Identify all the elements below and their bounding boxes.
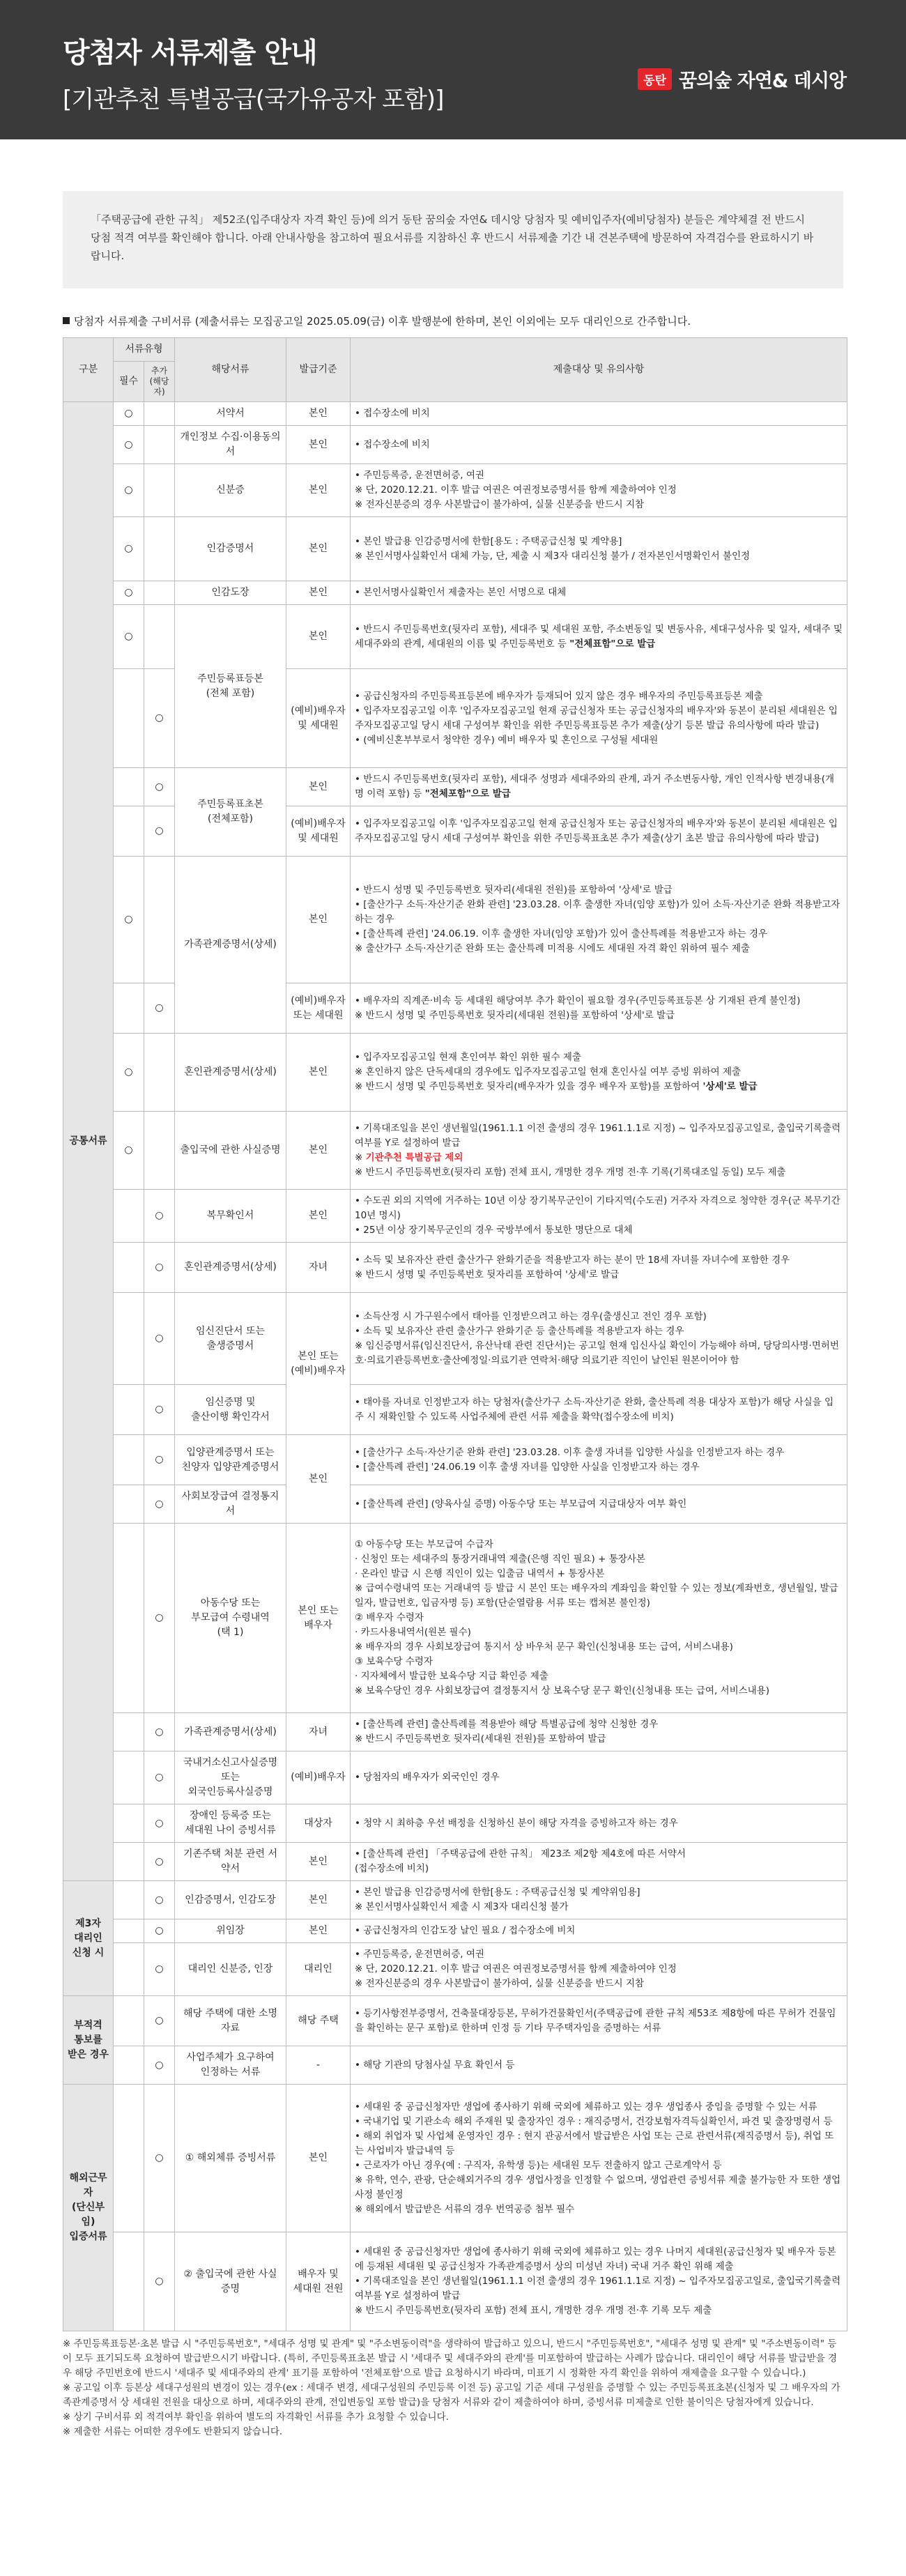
table-row [63,1881,847,1919]
issuer: 본인 [286,605,351,669]
table-row [63,426,847,464]
desc-text-2: ※ 반드시 주민등록번호(뒷자리 포함) 전체 표시, 개명한 경우 개명 전·후 기록(기록대조일 동일) 모두 제출 [355,1166,786,1178]
issuer: (예비)배우자 [286,1751,351,1804]
issuer: 본인 [286,426,351,464]
brand-name: 꿈의숲 자연& 데시앙 [678,70,846,92]
issuer: 본인 [286,1843,351,1881]
required-mark: ○ [114,402,144,426]
header-document: 해당서류 [175,338,286,402]
additional-mark: ○ [144,1190,175,1243]
issuer: 해당 주택 [286,1996,351,2046]
additional-mark: ○ [144,1919,175,1943]
table-row [63,517,847,581]
table-row [63,1943,847,1996]
additional-mark: ○ [144,1713,175,1751]
page-title: 당첨자 서류제출 안내 [63,37,317,69]
doc-desc: • 공급신청자의 주민등록표등본에 배우자가 등재되어 있지 않은 경우 배우자의 주민등록표등본 제출 • 입주자모집공고일 이후 '입주자모집공고일 현재 공급신청자 또는 공급신청자의 배우자'와 동본이 분리된 세대원은 입주자모집공고일 당시 세대 구성여부 확인을 위한 주민등록표등본 추가 제출(상기 등본 발급 유의사항에 따라 발급) • (예비신혼부부로서 청약한 경우) 예비 배우자 및 혼인으로 구성될 세대원 [351,669,847,768]
issuer: 본인 [286,581,351,605]
doc-name: ② 출입국에 관한 사실증명 [175,2232,286,2331]
additional-mark: ○ [144,1843,175,1881]
issuer: 본인 [286,2085,351,2232]
header-additional: 추가 (해당자) [144,362,175,402]
doc-desc: • 주민등록증, 운전면허증, 여권 ※ 단, 2020.12.21. 이후 발급 여권은 여권정보증명서를 함께 제출하여야 인정 ※ 전자신분증의 경우 사본발급이 불가하여, 실물 신분증을 반드시 지참 [351,464,847,517]
additional-mark: ○ [144,1751,175,1804]
required-mark: ○ [114,857,144,983]
doc-name: 출입국에 관한 사실증명 [175,1112,286,1190]
desc-bold: "전체표함"으로 발급 [569,638,656,650]
header-description: 제출대상 및 유의사항 [351,338,847,402]
table-row [63,1293,847,1385]
doc-name: 복무확인서 [175,1190,286,1243]
desc-red: 기관추천 특별공급 제외 [365,1151,463,1163]
doc-desc: • 접수장소에 비치 [351,402,847,426]
issuer: 본인 또는 배우자 [286,1524,351,1713]
required-mark: ○ [114,1034,144,1112]
doc-name: 주민등록표등본 (전체 포함) [175,605,286,768]
required-mark: ○ [114,464,144,517]
subheading-text: 당첨자 서류제출 구비서류 (제출서류는 모집공고일 2025.05.09(금) 이후 발행분에 한하며, 본인 이외에는 모두 대리인으로 간주합니다. [74,315,691,328]
additional-mark: ○ [144,1943,175,1996]
doc-name: 대리인 신분증, 인장 [175,1943,286,1996]
additional-mark: ○ [144,1243,175,1293]
desc-text: • 반드시 주민등록번호(뒷자리 포함), 세대주 성명과 세대주와의 관계, 과거 주소변동사항, 개인 인적사항 변경내용(개명 이력 포함) 등 [355,774,835,799]
issuer: 본인 [286,1034,351,1112]
doc-desc: • 배우자의 직계존·비속 등 세대원 해당여부 추가 확인이 필요할 경우(주민등록표등본 상 기재된 관계 불인정) ※ 반드시 성명 및 주민등록번호 뒷자리(세대원 전원)를 포함하여 '상세'로 발급 [351,983,847,1034]
required-mark: ○ [114,426,144,464]
issuer: 배우자 및 세대원 전원 [286,2232,351,2331]
doc-name: 개인정보 수집·이용동의서 [175,426,286,464]
doc-desc: • 등기사항전부증명서, 건축물대장등본, 무허가건물확인서(주택공급에 관한 규칙 제53조 제8항에 따른 무허가 건물임을 확인하는 문구 포함)로 한하며 인정 등 기타 무주택자임을 증명하는 서류 [351,1996,847,2046]
table-row [63,1919,847,1943]
doc-name: 위임장 [175,1919,286,1943]
doc-desc: • 본인 발급용 인감증명서에 한함[용도 : 주택공급신청 및 계약위임용] ※ 본인서명사실확인서 제출 시 제3자 대리신청 불가 [351,1881,847,1919]
doc-desc [351,1034,847,1112]
issuer: 본인 [286,1190,351,1243]
additional-mark: ○ [144,1996,175,2046]
additional-mark: ○ [144,1385,175,1435]
header-group: 구분 [63,338,114,402]
table-row [63,464,847,517]
table-row [63,1524,847,1713]
additional-mark: ○ [144,768,175,806]
doc-desc: • 세대원 중 공급신청자만 생업에 종사하기 위해 국외에 체류하고 있는 경우 생업종사 중임을 증명할 수 있는 서류 • 국내기업 및 기관소속 해외 주재원 및 출장자인 경우 : 재직증명서, 건강보험자격득실확인서, 파견 및 출장명령서 등 • 해외 취업자 및 사업체 운영자인 경우 : 현지 관공서에서 발급받은 사업 또는 근로 관련서류(재직증명서 등), 취업 또는 사업비자 발급내역 등 • 근로자가 아닌 경우(예 : 구직자, 유학생 등)는 세대원 모두 전출하지 않고 근로계약서 등 ※ 유학, 연수, 관광, 단순해외거주의 경우 생업사정을 인정할 수 없으며, 생업관련 증빙서류 제출 불가능한 자 또한 생업사정 불인정 ※ 해외에서 발급받은 서류의 경우 번역공증 첨부 필수 [351,2085,847,2232]
desc-text: • 기록대조일을 본인 생년월일(1961.1.1 이전 출생의 경우 1961.1.1로 지정) ~ 입주자모집공고일로, 출입국기록출력 여부를 Y로 설정하여 발급 ※ [355,1122,841,1163]
additional-mark: ○ [144,1524,175,1713]
additional-mark: ○ [144,1293,175,1385]
issuer: - [286,2046,351,2085]
table-row [63,2046,847,2085]
doc-name: 사회보장급여 결정통지서 [175,1485,286,1524]
issuer: (예비)배우자 또는 세대원 [286,983,351,1034]
group-unfit: 부적격 통보를 받은 경우 [63,1996,114,2085]
square-bullet-icon [63,317,70,324]
table-row [63,1713,847,1751]
desc-bold: '상세'로 발급 [702,1081,758,1092]
table-row [63,1751,847,1804]
doc-name: 인감증명서, 인감도장 [175,1881,286,1919]
issuer: (예비)배우자 및 세대원 [286,806,351,857]
required-mark: ○ [114,1112,144,1190]
group-overseas: 해외근무자 (단신부임) 입증서류 [63,2085,114,2331]
doc-name: 인감증명서 [175,517,286,581]
additional-mark: ○ [144,983,175,1034]
group-common: 공통서류 [63,402,114,1881]
additional-mark: ○ [144,1881,175,1919]
table-row [63,1385,847,1435]
additional-mark: ○ [144,1435,175,1485]
doc-name: 입양관계증명서 또는 친양자 입양관계증명서 [175,1435,286,1485]
issuer: 대상자 [286,1804,351,1843]
additional-mark: ○ [144,2085,175,2232]
doc-name: 장애인 등록증 또는 세대원 나이 증빙서류 [175,1804,286,1843]
issuer: 본인 [286,402,351,426]
table-row [63,857,847,983]
doc-name: 임신증명 및 출산이행 확인각서 [175,1385,286,1435]
doc-desc: • 반드시 성명 및 주민등록번호 뒷자리(세대원 전원)를 포함하여 '상세'로 발급 • [출산가구 소득·자산기준 완화 관련] '23.03.28. 이후 출생한 자녀(임양 포함)가 있어 소득·자산기준 완화 적용받고자 하는 경우 • [출산특례 관련] '24.06.19. 이후 출생한 자녀(임양 포함)가 있어 출산특례를 적용받고자 하는 경우 ※ 출산가구 소득·자산기준 완화 또는 출산특례 미적용 시에도 세대원 자격 확인 위하여 필수 제출 [351,857,847,983]
issuer: 본인 [286,1112,351,1190]
doc-name: 신분증 [175,464,286,517]
doc-name: 가족관계증명서(상세) [175,1713,286,1751]
additional-mark: ○ [144,669,175,768]
table-row [63,1843,847,1881]
table-subheading [63,314,843,329]
doc-desc: • [출산특례 관련] 「주택공급에 관한 규칙」 제23조 제2항 제4호에 따른 서약서 (접수장소에 비치) [351,1843,847,1881]
table-row [63,1996,847,2046]
table-row [63,1435,847,1485]
additional-mark: ○ [144,2046,175,2085]
table-row [63,768,847,806]
doc-desc: • 태아를 자녀로 인정받고자 하는 당첨자(출산가구 소득·자산기준 완화, 출산특례 적용 대상자 포함)가 해당 사실을 입주 시 재확인할 수 있도록 사업주체에 관련 서류 제출을 확약(접수장소에 비치) [351,1385,847,1435]
doc-name: 기존주택 처분 관련 서약서 [175,1843,286,1881]
doc-desc: • 당첨자의 배우자가 외국인인 경우 [351,1751,847,1804]
doc-desc: • 본인서명사실확인서 제출자는 본인 서명으로 대체 [351,581,847,605]
doc-desc [351,1112,847,1190]
table-row [63,2085,847,2232]
doc-desc: • 접수장소에 비치 [351,426,847,464]
doc-name: 가족관계증명서(상세) [175,857,286,1034]
doc-desc [351,605,847,669]
doc-name: 주민등록표초본 (전체포함) [175,768,286,857]
issuer: 본인 [286,464,351,517]
header-type: 서류유형 [114,338,175,362]
doc-desc: • 입주자모집공고일 이후 '입주자모집공고일 현재 공급신청자 또는 공급신청자의 배우자'와 동본이 분리된 세대원은 입주자모집공고일 당시 세대 구성여부 확인을 위한 주민등록표초본 추가 제출(상기 초본 발급 유의사항에 따라 발급) [351,806,847,857]
issuer: 본인 [286,1435,351,1524]
issuer: 자녀 [286,1713,351,1751]
issuer: 본인 [286,1919,351,1943]
issuer: 대리인 [286,1943,351,1996]
doc-desc: • [출산가구 소득·자산기준 완화 관련] '23.03.28. 이후 출생 자녀를 입양한 사실을 인정받고자 하는 경우 • [출산특례 관련] '24.06.19 이후 출생 자녀를 입양한 사실을 인정받고자 하는 경우 [351,1435,847,1485]
doc-name: 인감도장 [175,581,286,605]
doc-name: 아동수당 또는 부모급여 수령내역 (택 1) [175,1524,286,1713]
doc-name: 혼인관계증명서(상세) [175,1243,286,1293]
brand-logo [638,66,846,93]
header-required: 필수 [114,362,144,402]
desc-text: • 입주자모집공고일 현재 혼인여부 확인 위한 필수 제출 ※ 혼인하지 않은 단독세대의 경우에도 입주자모집공고일 현재 혼인사실 여부 증빙 위하여 제출 ※ 반드시 성명 및 주민등록번호 뒷자리(배우자가 있을 경우 배우자 포함)를 포함하여 [355,1052,742,1092]
doc-desc: • 공급신청자의 인감도장 날인 필요 / 접수장소에 비치 [351,1919,847,1943]
issuer: 본인 [286,1881,351,1919]
issuer: (예비)배우자 및 세대원 [286,669,351,768]
additional-mark: ○ [144,1485,175,1524]
footnotes: ※ 주민등록표등본·초본 발급 시 "주민등록번호", "세대주 성명 및 관계" 및 "주소변동이력"을 생략하여 발급하고 있으니, 반드시 "주민등록번호", "세대주 성명 및 관계" 및 "주소변동이력" 등이 모두 표기되도록 요청하여 발급받으시기 바랍니다. (특히, 주민등록표초본 발급 시 '세대주 및 세대주와의 관계'를 미포함하여 발급하는 사례가 많습니다. 대리인이 해당 서류를 발급받을 경우 해당 주민번호에 반드시 '세대주 및 세대주와의 관계' 표기를 포함하여 '전체포함'으로 발급 요청하시기 바라며, 미표기 시 정확한 자격 확인을 위하여 재제출을 요구할 수 있습니다.) ※ 공고일 이후 등본상 세대구성원의 변경이 있는 경우(ex : 세대주 변경, 세대구성원의 주민등록 이전 등) 공고일 기준 세대 구성원을 증명할 수 있는 주민등록표초본(신청자 및 그 배우자의 가족관계증명서 상 세대원 전원을 대상으로 하며, 세대주와의 관계, 전입변동일 포함 발급)을 당첨자 서류와 같이 제출하여야 하며, 증빙서류 미제출로 인한 불이익은 당첨자에게 있습니다. ※ 상기 구비서류 외 적격여부 확인을 위하여 별도의 자격확인 서류를 추가 요청할 수 있습니다. ※ 제출한 서류는 어떠한 경우에도 반환되지 않습니다. [63,2338,840,2437]
table-row [63,1485,847,1524]
additional-mark: ○ [144,2232,175,2331]
required-mark: ○ [114,605,144,669]
doc-desc: • 본인 발급용 인감증명서에 한함[용도 : 주택공급신청 및 계약용] ※ 본인서명사실확인서 대체 가능, 단, 제출 시 제3자 대리신청 불가 / 전자본인서명확인서 불인정 [351,517,847,581]
doc-desc: • 세대원 중 공급신청자만 생업에 종사하기 위해 국외에 체류하고 있는 경우 나머지 세대원(공급신청자 및 배우자 등본에 등재된 세대원 및 공급신청자 가족관계증명서 상의 미성년 자녀) 국내 거주 확인 위해 제출 • 기록대조일을 본인 생년월일(1961.1.1 이전 출생의 경우 1961.1.1로 지정) ~ 입주자모집공고일로, 출입국기록출력 여부를 Y로 설정하여 발급 ※ 반드시 주민등록번호(뒷자리 포함) 전체 표시, 개명한 경우 개명 전·후 기록 모두 제출 [351,2232,847,2331]
doc-desc [351,768,847,806]
doc-desc: • 소득 및 보유자산 관련 출산가구 완화기준을 적용받고자 하는 분이 만 18세 자녀를 자녀수에 포함한 경우 ※ 반드시 성명 및 주민등록번호 뒷자리를 포함하여 '상세'로 발급 [351,1243,847,1293]
table-row [63,581,847,605]
group-third-party: 제3자 대리인 신청 시 [63,1881,114,1996]
doc-desc: ① 아동수당 또는 부모급여 수급자 · 신청인 또는 세대주의 통장거래내역 제출(은행 직인 필요) + 통장사본 · 온라인 발급 시 은행 직인이 있는 입출금 내역서 + 통장사본 ※ 급여수령내역 또는 거래내역 등 발급 시 본인 또는 배우자의 계좌임을 확인할 수 있는 정보(계좌번호, 생년월일, 발급일자, 발급번호, 입금자명 등) 포함(단순열람용 서류 또는 캡쳐본 불인정) ② 배우자 수령자 · 카드사용내역서(원본 필수) ※ 배우자의 경우 사회보장급여 통지서 상 바우처 문구 확인(신청내용 또는 급여, 서비스내용) ③ 보육수당 수령자 · 지자체에서 발급한 보육수당 지급 확인증 제출 ※ 보육수당인 경우 사회보장급여 결정통지서 상 보육수당 문구 확인(신청내용 또는 급여, 서비스내용) [351,1524,847,1713]
required-mark: ○ [114,581,144,605]
table-row [63,402,847,426]
doc-desc: • 수도권 외의 지역에 거주하는 10년 이상 장기복무군인이 기타지역(수도권) 거주자 자격으로 청약한 경우(군 복무기간 10년 명시) • 25년 이상 장기복무군인의 경우 국방부에서 통보한 명단으로 대체 [351,1190,847,1243]
table-row [63,605,847,669]
doc-name: 임신진단서 또는 출생증명서 [175,1293,286,1385]
doc-desc: • [출산특례 관련] 출산특례를 적용받아 해당 특별공급에 청약 신청한 경우 ※ 반드시 주민등록번호 뒷자리(세대원 전원)를 포함하여 발급 [351,1713,847,1751]
required-mark: ○ [114,517,144,581]
table-row [63,1034,847,1112]
table-row [63,2232,847,2331]
table-row [63,1804,847,1843]
issuer: 본인 또는 (예비)배우자 [286,1293,351,1435]
header [0,0,906,139]
desc-bold: "전체포함"으로 발급 [424,788,511,799]
desc-text: • 반드시 주민등록번호(뒷자리 포함), 세대주 및 세대원 포함, 주소변동일 및 변동사유, 세대구성사유 및 일자, 세대주 및 세대주와의 관계, 세대원의 이름 및 주민등록번호 등 [355,623,843,650]
doc-desc: • 청약 시 최하층 우선 배정을 신청하신 분이 해당 자격을 증빙하고자 하는 경우 [351,1804,847,1843]
table-row [63,1112,847,1190]
additional-mark: ○ [144,806,175,857]
issuer: 본인 [286,768,351,806]
table-row [63,1243,847,1293]
doc-name: 해당 주택에 대한 소명자료 [175,1996,286,2046]
issuer: 본인 [286,517,351,581]
doc-name: 국내거소신고사실증명 또는 외국인등록사실증명 [175,1751,286,1804]
page-subtitle: [기관추천 특별공급(국가유공자 포함)] [63,86,444,114]
doc-desc: • 소득산정 시 가구원수에서 태아를 인정받으려고 하는 경우(출생신고 전인 경우 포함) • 소득 및 보유자산 관련 출산가구 완화기준 등 출산특례를 적용받고자 하는 경우 ※ 임신증명서류(임신진단서, 유산낙태 관련 진단서)는 공고일 현재 임신사실 확인이 가능해야 하며, 당당의사명·면허번호·의료기관등록번호·출산예정일·의료기관 연락처·해당 의료기관 직인이 날인된 원본이어야 함 [351,1293,847,1385]
notice-box: 「주택공급에 관한 규칙」 제52조(입주대상자 자격 확인 등)에 의거 동탄 꿈의숲 자연& 데시앙 당첨자 및 예비입주자(예비당첨자) 분들은 계약체결 전 반드시 당첨 적격 여부를 확인해야 합니다. 아래 안내사항을 참고하여 필요서류를 지참하신 후 반드시 서류제출 기간 내 견본주택에 방문하여 자격검수를 완료하시기 바랍니다. [63,191,843,289]
brand-tag: 동탄 [638,68,672,90]
additional-mark: ○ [144,1804,175,1843]
doc-name: 혼인관계증명서(상세) [175,1034,286,1112]
doc-desc: • [출산특례 관련] (양육사실 증명) 아동수당 또는 부모급여 지급대상자 여부 확인 [351,1485,847,1524]
header-issuer: 발급기준 [286,338,351,402]
table-row [63,1190,847,1243]
doc-name: ① 해외체류 증빙서류 [175,2085,286,2232]
documents-table [63,337,847,2331]
doc-name: 사업주체가 요구하여 인정하는 서류 [175,2046,286,2085]
doc-name: 서약서 [175,402,286,426]
issuer: 본인 [286,857,351,983]
doc-desc: • 해당 기관의 당첨사실 무효 확인서 등 [351,2046,847,2085]
issuer: 자녀 [286,1243,351,1293]
doc-desc: • 주민등록증, 운전면허증, 여권 ※ 단, 2020.12.21. 이후 발급 여권은 여권정보증명서를 함께 제출하여야 인정 ※ 전자신분증의 경우 사본발급이 불가하여, 실물 신분증을 반드시 지참 [351,1943,847,1996]
